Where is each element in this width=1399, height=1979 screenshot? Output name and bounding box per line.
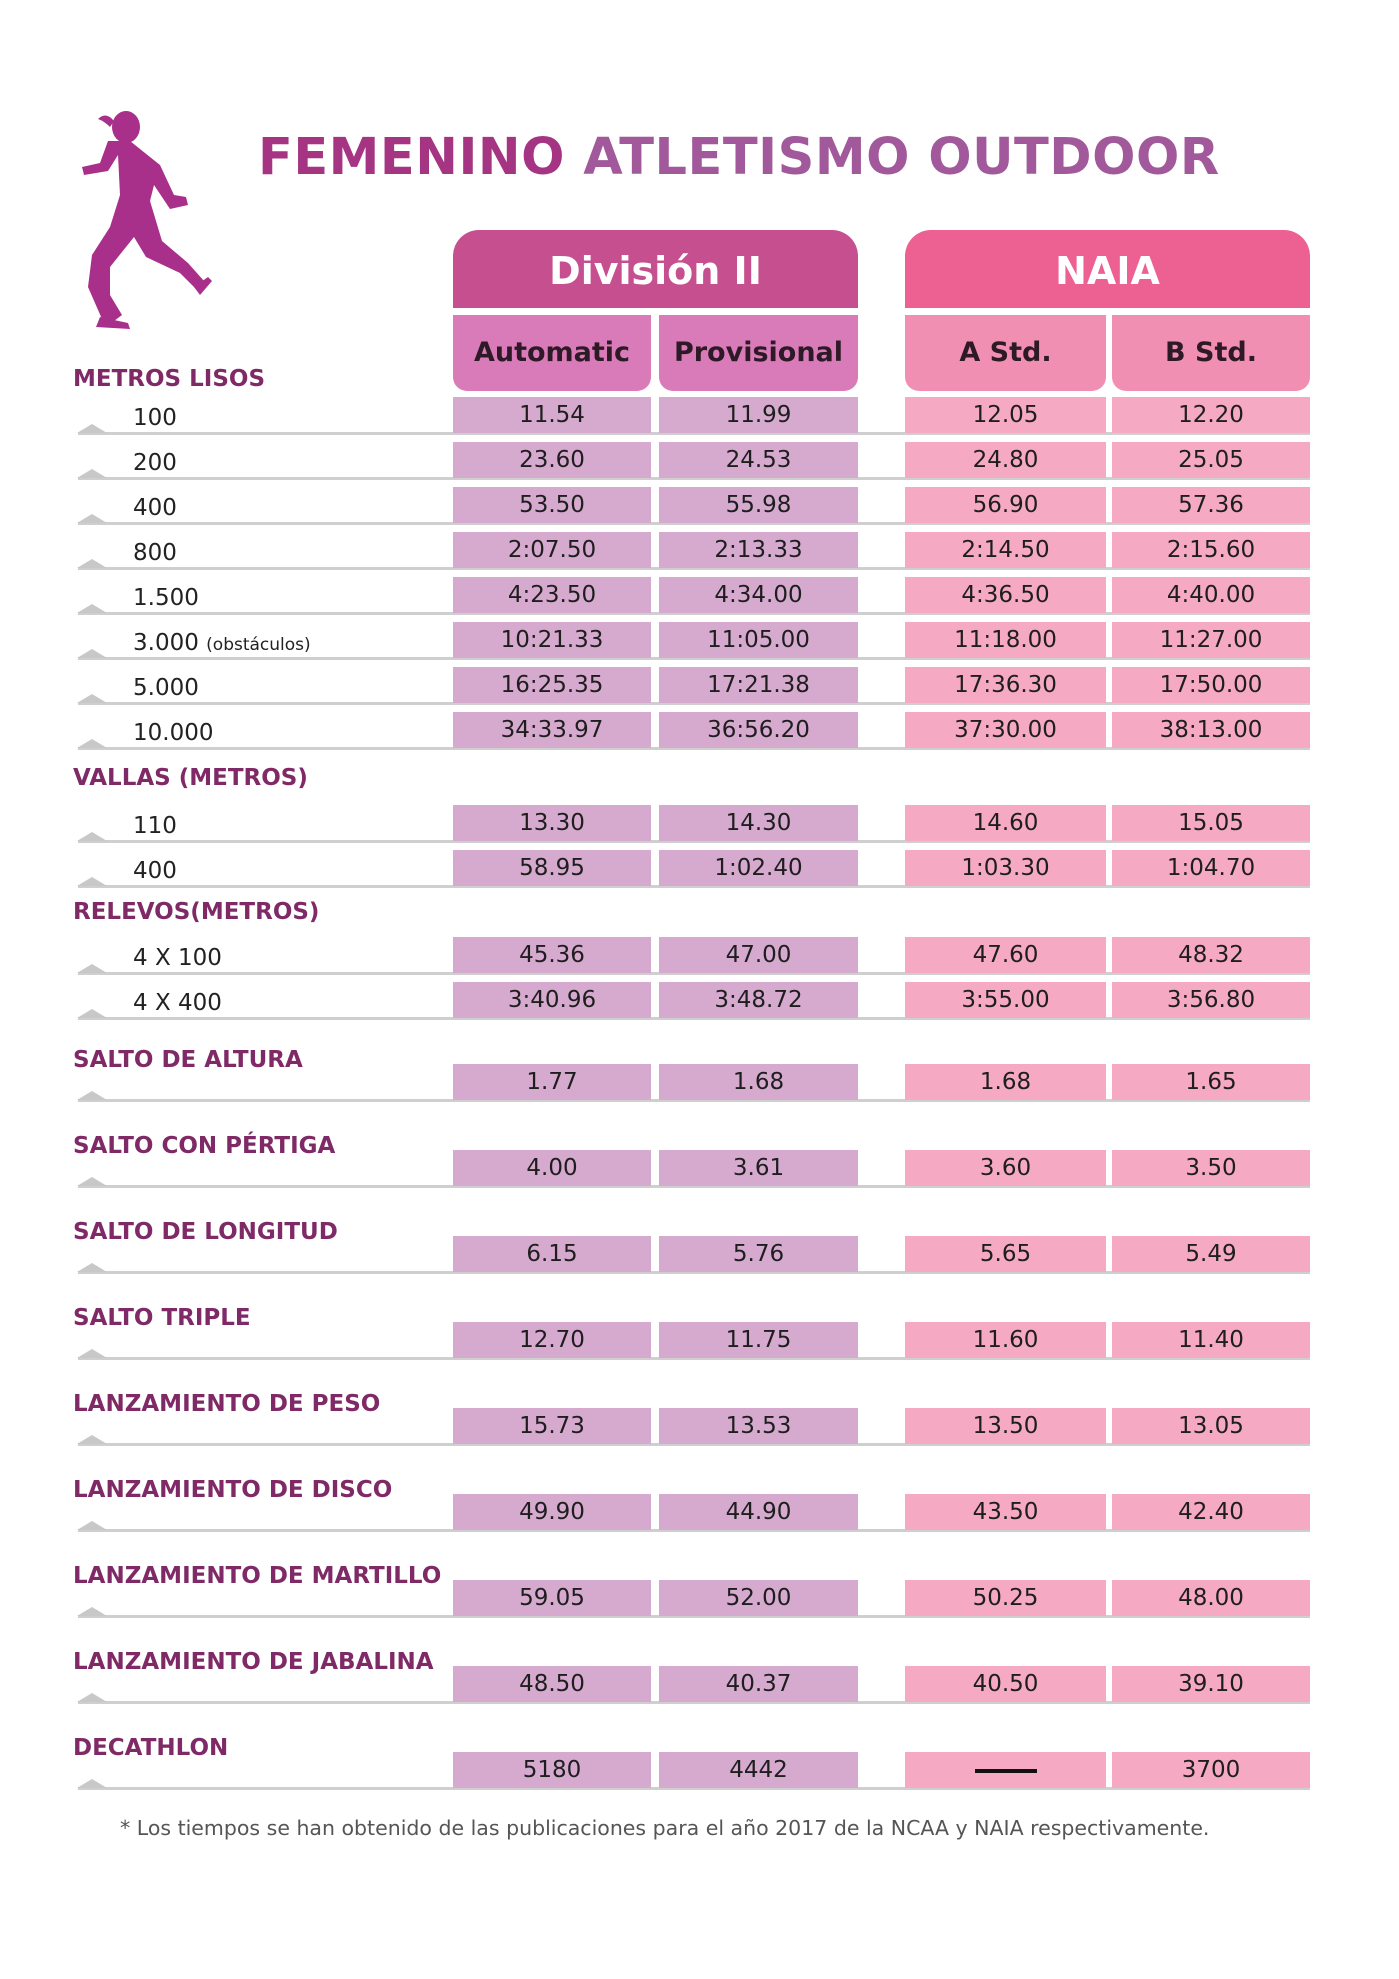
- table-cell: 13.53: [659, 1408, 858, 1444]
- row-marker-icon: [77, 424, 107, 433]
- table-cell: 50.25: [905, 1580, 1106, 1616]
- table-cell: 48.32: [1112, 937, 1310, 973]
- table-cell: 12.20: [1112, 397, 1310, 433]
- event-distance: 100: [133, 405, 177, 431]
- row-marker-icon: [77, 1779, 107, 1788]
- row-marker-icon: [77, 1349, 107, 1358]
- table-cell: 24.80: [905, 442, 1106, 478]
- event-distance: 5.000: [133, 675, 199, 701]
- event-distance: 200: [133, 450, 177, 476]
- row-marker-icon: [77, 1263, 107, 1272]
- table-cell: 4:23.50: [453, 577, 651, 613]
- table-cell: 11.60: [905, 1322, 1106, 1358]
- table-cell: 16:25.35: [453, 667, 651, 703]
- table-cell: 2:15.60: [1112, 532, 1310, 568]
- column-header-automatic: Automatic: [453, 315, 651, 391]
- table-cell: 58.95: [453, 850, 651, 886]
- event-label: [133, 630, 311, 656]
- row-marker-icon: [77, 469, 107, 478]
- event-distance: 1.500: [133, 585, 199, 611]
- runner-silhouette-icon: [70, 105, 270, 335]
- event-label: [133, 675, 199, 701]
- table-cell: 11:05.00: [659, 622, 858, 658]
- event-label: [133, 813, 177, 839]
- title-rest: ATLETISMO OUTDOOR: [583, 128, 1220, 187]
- table-cell: 12.05: [905, 397, 1106, 433]
- table-cell: 42.40: [1112, 1494, 1310, 1530]
- row-marker-icon: [77, 1693, 107, 1702]
- table-cell: 4.00: [453, 1150, 651, 1186]
- table-cell: 39.10: [1112, 1666, 1310, 1702]
- row-marker-icon: [77, 694, 107, 703]
- table-cell: 1.68: [659, 1064, 858, 1100]
- event-distance: 4 X 100: [133, 945, 222, 971]
- row-marker-icon: [77, 877, 107, 886]
- table-cell: 4:36.50: [905, 577, 1106, 613]
- table-cell: 40.37: [659, 1666, 858, 1702]
- table-cell: 3:40.96: [453, 982, 651, 1018]
- table-cell: 3:56.80: [1112, 982, 1310, 1018]
- table-cell: 56.90: [905, 487, 1106, 523]
- row-marker-icon: [77, 739, 107, 748]
- table-cell: 55.98: [659, 487, 858, 523]
- table-cell: 13.50: [905, 1408, 1106, 1444]
- table-cell: 11.54: [453, 397, 651, 433]
- event-label: [133, 405, 177, 431]
- event-label: [133, 585, 199, 611]
- table-cell: 52.00: [659, 1580, 858, 1616]
- section-heading: SALTO TRIPLE: [73, 1305, 251, 1331]
- table-cell: 3.60: [905, 1150, 1106, 1186]
- event-label: [133, 945, 222, 971]
- event-label: [133, 720, 213, 746]
- table-cell: 40.50: [905, 1666, 1106, 1702]
- event-label: [133, 495, 177, 521]
- table-cell: 4442: [659, 1752, 858, 1788]
- table-cell: 38:13.00: [1112, 712, 1310, 748]
- section-heading: LANZAMIENTO DE JABALINA: [73, 1649, 434, 1675]
- table-cell: 4:34.00: [659, 577, 858, 613]
- page-title: [258, 128, 1220, 187]
- section-heading: LANZAMIENTO DE DISCO: [73, 1477, 393, 1503]
- footnote: * Los tiempos se han obtenido de las publicaciones para el año 2017 de la NCAA y NAIA respectivamente.: [120, 1816, 1210, 1840]
- table-cell: 15.73: [453, 1408, 651, 1444]
- table-cell: 5180: [453, 1752, 651, 1788]
- table-cell: 45.36: [453, 937, 651, 973]
- table-cell: 6.15: [453, 1236, 651, 1272]
- section-heading: SALTO DE LONGITUD: [73, 1219, 338, 1245]
- table-cell: 3:55.00: [905, 982, 1106, 1018]
- table-cell: 43.50: [905, 1494, 1106, 1530]
- table-cell: 48.50: [453, 1666, 651, 1702]
- table-cell: 17:50.00: [1112, 667, 1310, 703]
- table-cell: 3:48.72: [659, 982, 858, 1018]
- event-note: (obstáculos): [206, 635, 311, 655]
- event-distance: 400: [133, 495, 177, 521]
- table-cell: 44.90: [659, 1494, 858, 1530]
- table-cell: 3.50: [1112, 1150, 1310, 1186]
- table-cell: 34:33.97: [453, 712, 651, 748]
- table-cell: 36:56.20: [659, 712, 858, 748]
- table-cell: 49.90: [453, 1494, 651, 1530]
- section-heading: SALTO CON PÉRTIGA: [73, 1133, 336, 1159]
- title-bold: FEMENINO: [258, 128, 565, 187]
- event-distance: 10.000: [133, 720, 214, 746]
- no-value-dash: [975, 1769, 1037, 1773]
- row-marker-icon: [77, 1521, 107, 1530]
- table-cell: 11:27.00: [1112, 622, 1310, 658]
- table-cell: 1:02.40: [659, 850, 858, 886]
- row-marker-icon: [77, 514, 107, 523]
- table-cell: [905, 1752, 1106, 1788]
- table-cell: 1.77: [453, 1064, 651, 1100]
- table-cell: 2:14.50: [905, 532, 1106, 568]
- table-cell: 1.68: [905, 1064, 1106, 1100]
- table-cell: 13.30: [453, 805, 651, 841]
- row-marker-icon: [77, 832, 107, 841]
- table-cell: 2:07.50: [453, 532, 651, 568]
- table-cell: 48.00: [1112, 1580, 1310, 1616]
- table-cell: 23.60: [453, 442, 651, 478]
- section-heading: LANZAMIENTO DE PESO: [73, 1391, 381, 1417]
- event-label: [133, 540, 177, 566]
- event-distance: 400: [133, 858, 177, 884]
- row-marker-icon: [77, 1009, 107, 1018]
- section-heading: VALLAS (METROS): [73, 765, 308, 791]
- table-cell: 11.75: [659, 1322, 858, 1358]
- table-cell: 2:13.33: [659, 532, 858, 568]
- group-header-naia: NAIA: [905, 230, 1310, 308]
- section-heading: SALTO DE ALTURA: [73, 1047, 303, 1073]
- section-heading: RELEVOS(METROS): [73, 899, 320, 925]
- section-heading: DECATHLON: [73, 1735, 229, 1761]
- table-cell: 17:21.38: [659, 667, 858, 703]
- table-cell: 17:36.30: [905, 667, 1106, 703]
- row-marker-icon: [77, 649, 107, 658]
- event-label: [133, 990, 222, 1016]
- table-cell: 10:21.33: [453, 622, 651, 658]
- event-distance: 800: [133, 540, 177, 566]
- row-marker-icon: [77, 1091, 107, 1100]
- row-marker-icon: [77, 1177, 107, 1186]
- table-cell: 25.05: [1112, 442, 1310, 478]
- table-cell: 3.61: [659, 1150, 858, 1186]
- table-cell: 14.30: [659, 805, 858, 841]
- column-header-a-std: A Std.: [905, 315, 1106, 391]
- event-distance: 110: [133, 813, 177, 839]
- row-marker-icon: [77, 559, 107, 568]
- event-distance: 4 X 400: [133, 990, 222, 1016]
- section-heading: LANZAMIENTO DE MARTILLO: [73, 1563, 442, 1589]
- table-cell: 57.36: [1112, 487, 1310, 523]
- table-cell: 1.65: [1112, 1064, 1310, 1100]
- table-cell: 5.49: [1112, 1236, 1310, 1272]
- row-marker-icon: [77, 1435, 107, 1444]
- table-cell: 47.60: [905, 937, 1106, 973]
- event-label: [133, 858, 177, 884]
- column-header-provisional: Provisional: [659, 315, 858, 391]
- table-cell: 59.05: [453, 1580, 651, 1616]
- row-marker-icon: [77, 604, 107, 613]
- section-heading: METROS LISOS: [73, 366, 266, 392]
- table-cell: 11.99: [659, 397, 858, 433]
- table-cell: 3700: [1112, 1752, 1310, 1788]
- event-distance: 3.000: [133, 630, 199, 656]
- table-cell: 11.40: [1112, 1322, 1310, 1358]
- table-cell: 1:04.70: [1112, 850, 1310, 886]
- table-cell: 13.05: [1112, 1408, 1310, 1444]
- table-cell: 12.70: [453, 1322, 651, 1358]
- table-cell: 47.00: [659, 937, 858, 973]
- row-marker-icon: [77, 964, 107, 973]
- table-cell: 4:40.00: [1112, 577, 1310, 613]
- table-cell: 14.60: [905, 805, 1106, 841]
- table-cell: 5.65: [905, 1236, 1106, 1272]
- table-cell: 24.53: [659, 442, 858, 478]
- table-cell: 15.05: [1112, 805, 1310, 841]
- table-cell: 5.76: [659, 1236, 858, 1272]
- table-cell: 37:30.00: [905, 712, 1106, 748]
- table-cell: 11:18.00: [905, 622, 1106, 658]
- column-header-b-std: B Std.: [1112, 315, 1310, 391]
- table-cell: 53.50: [453, 487, 651, 523]
- table-cell: 1:03.30: [905, 850, 1106, 886]
- row-marker-icon: [77, 1607, 107, 1616]
- event-label: [133, 450, 177, 476]
- group-header-division-ii: División II: [453, 230, 858, 308]
